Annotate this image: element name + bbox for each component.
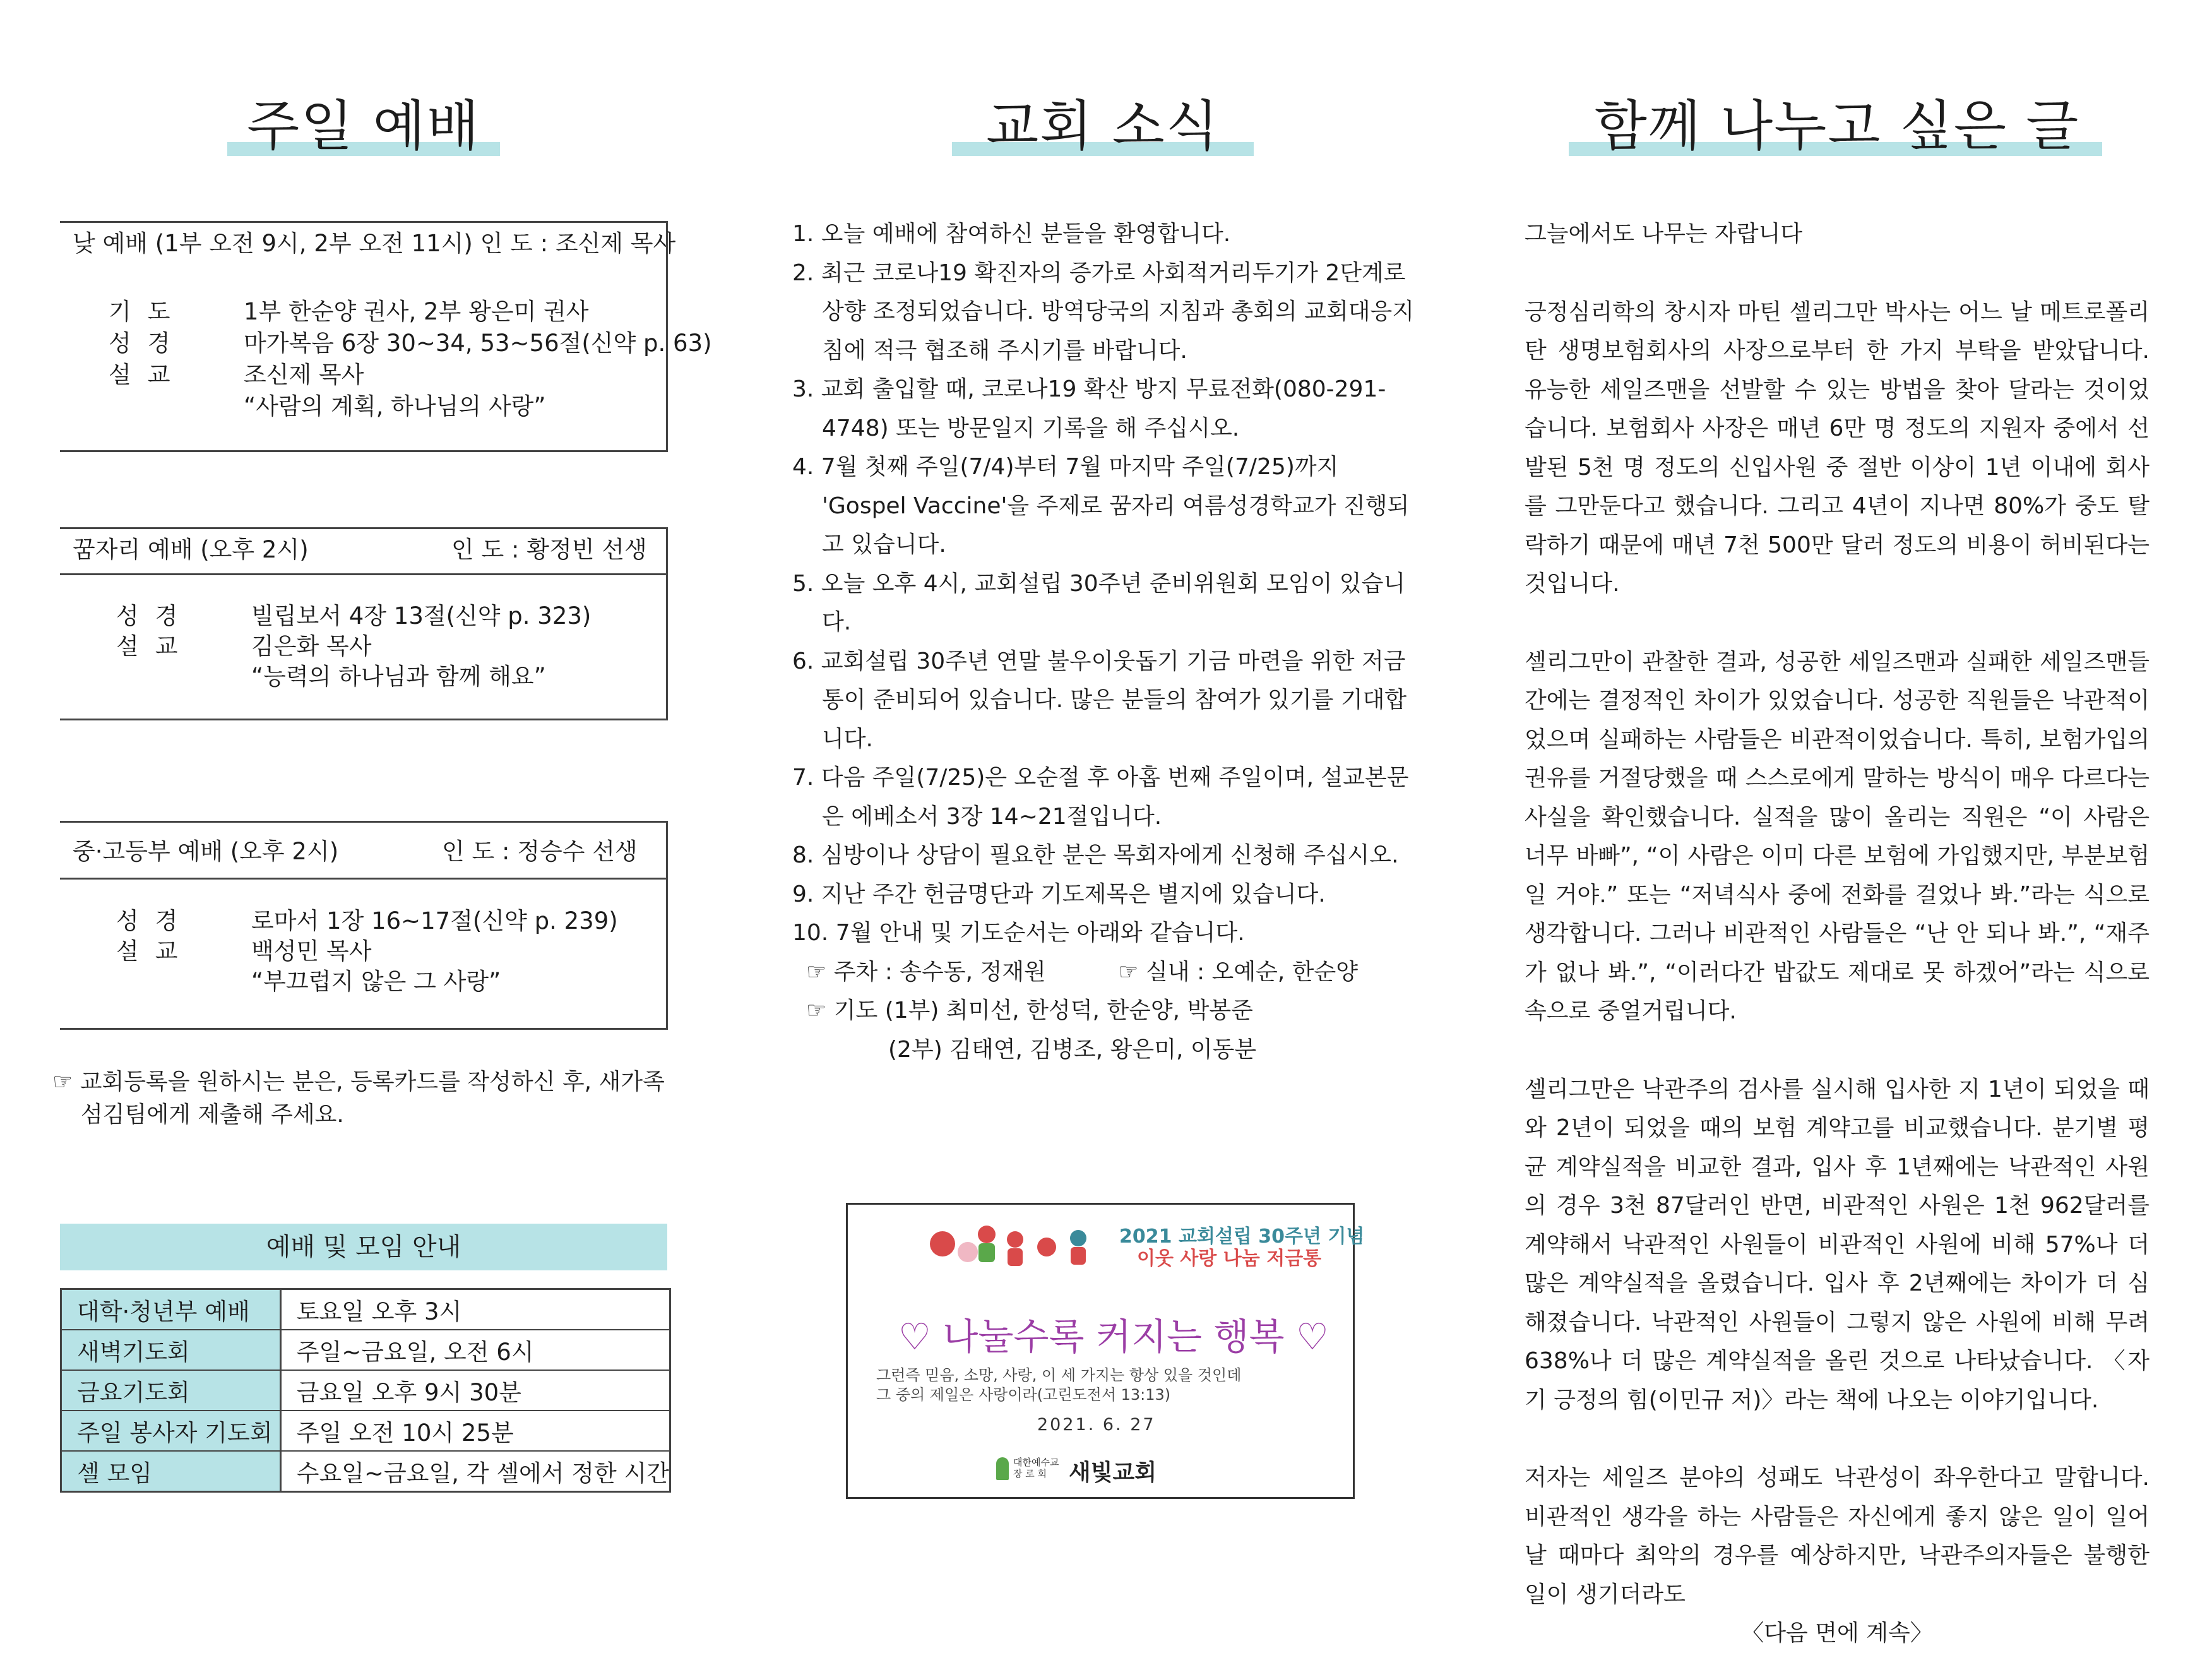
card-verse-line1: 그런즉 믿음, 소망, 사랑, 이 세 가지는 항상 있을 것인데 <box>876 1366 1242 1384</box>
day-sermon-label: 설교 <box>109 361 187 388</box>
youth-worship-heading: 중·고등부 예배 (오후 2시) <box>73 838 339 865</box>
essay-paragraph: 셀리그만은 낙관주의 검사를 실시해 입사한 지 1년이 되었을 때와 2년이 되었을 때의 보험 계약고를 비교했습니다. 분기별 평균 계약실적을 비교한 결과, 입사 후 1년째에는 낙관적인 사원의 경우 3천 87달러인 반면, 비관적인 사원은 1천 962달러를 계약해서 낙관적인 사원들이 비관적인 사원에 비해 57%나 더 많은 계약실적을 올렸습니다. 입사 후 2년째에는 차이가 더 심해졌습니다. 낙관적인 사원들이 그렇지 않은 사원에 비해 무려 638%나 더 많은 계약실적을 올린 것으로 나타났습니다. 〈자기 긍정의 힘(이민규 저)〉라는 책에 나오는 이야기입니다. <box>1525 1076 2150 1413</box>
schedule-time: 수요일~금요일, 각 셀에서 정한 시간 <box>280 1451 670 1492</box>
piggybank-card <box>846 1203 1365 1499</box>
schedule-name: 금요기도회 <box>61 1370 281 1411</box>
schedule-time: 주일~금요일, 오전 6시 <box>280 1330 670 1370</box>
schedule-name: 대학·청년부 예배 <box>61 1289 281 1330</box>
continued-note: 〈다음 면에 계속〉 <box>1741 1620 1933 1646</box>
news-item: 7. 다음 주일(7/25)은 오순절 후 아홉 번째 주일이며, 설교본문은 에베소서 3장 14~21절입니다. <box>792 765 1409 830</box>
registration-note-line1: ☞ 교회등록을 원하시는 분은, 등록카드를 작성하신 후, 새가족 <box>52 1069 665 1095</box>
news-item: 3. 교회 출입할 때, 코로나19 확산 방지 무료전화(080-291-4748) 또는 방문일지 기록을 해 주십시오. <box>792 376 1386 441</box>
day-worship-heading: 낮 예배 (1부 오전 9시, 2부 오전 11시) 인 도 : 조신제 목사 <box>73 230 676 257</box>
essay-body <box>1525 215 2150 1653</box>
day-scripture-value: 마가복음 6장 30~34, 53~56절(신약 p. 63) <box>244 330 712 357</box>
card-title-line1: 2021 교회설립 30주년 기념 <box>1119 1226 1365 1248</box>
card-date: 2021. 6. 27 <box>1037 1415 1156 1435</box>
church-logo-icon <box>996 1457 1009 1480</box>
schedule-time: 토요일 오후 3시 <box>280 1289 670 1330</box>
news-item: 2. 최근 코로나19 확진자의 증가로 사회적거리두기가 2단계로 상향 조정되었습니다. 방역당국의 지침과 총회의 교회대응지침에 적극 협조해 주시기를 바랍니다. <box>792 260 1415 364</box>
registration-note-line2: 섬김팀에게 제출해 주세요. <box>81 1102 344 1128</box>
schedule-name: 셀 모임 <box>61 1451 281 1492</box>
section-title-worship: 주일 예배 <box>247 95 480 158</box>
day-sermon-title: “사람의 계획, 하나님의 사랑” <box>244 393 546 420</box>
schedule-heading: 예배 및 모임 안내 <box>60 1224 667 1270</box>
youth-worship-divider <box>60 878 666 880</box>
card-denomination-line2: 장 로 회 <box>1013 1468 1047 1479</box>
section-title-news: 교회 소식 <box>986 95 1220 158</box>
dream-worship-heading: 꿈자리 예배 (오후 2시) <box>73 536 309 563</box>
card-verse-line2: 그 중의 제일은 사랑이라(고린도전서 13:13) <box>876 1386 1171 1404</box>
essay-subtitle: 그늘에서도 나무는 자랍니다 <box>1525 221 1803 247</box>
news-item: 6. 교회설립 30주년 연말 불우이웃돕기 기금 마련을 위한 저금통이 준비되어 있습니다. 많은 분들의 참여가 있기를 기대합니다. <box>792 648 1407 752</box>
card-title-line2: 이웃 사랑 나눔 저금통 <box>1137 1248 1322 1270</box>
duty-parking-interior: ☞ 주차 : 송수동, 정재원 ☞ 실내 : 오예순, 한순양 <box>806 958 1359 985</box>
schedule-name: 새벽기도회 <box>61 1330 281 1370</box>
dream-worship-leader: 인 도 : 황정빈 선생 <box>451 536 647 563</box>
schedule-time: 주일 오전 10시 25분 <box>280 1411 670 1451</box>
youth-scripture-label: 성경 <box>116 907 194 934</box>
schedule-time: 금요일 오후 9시 30분 <box>280 1370 670 1411</box>
essay-paragraph: 긍정심리학의 창시자 마틴 셀리그만 박사는 어느 날 메트로폴리탄 생명보험회사의 사장으로부터 한 가지 부탁을 받았답니다. 유능한 세일즈맨을 선발할 수 있는 방법을 찾아 달라는 것이었습니다. 보험회사 사장은 매년 6만 명 정도의 지원자 중에서 선발된 5천 명 정도의 신입사원 중 절반 이상이 1년 이내에 회사를 그만둔다고 했습니다. 그리고 4년이 지나면 80%가 중도 탈락하기 때문에 매년 7천 500만 달러 정도의 비용이 허비된다는 것입니다. <box>1525 299 2150 597</box>
news-item: 10. 7월 안내 및 기도순서는 아래와 같습니다. <box>792 920 1245 946</box>
day-sermon-preacher: 조신제 목사 <box>244 361 364 388</box>
day-scripture-label: 성경 <box>109 330 187 357</box>
essay-paragraph: 저자는 세일즈 분야의 성패도 낙관성이 좌우한다고 말합니다. 비관적인 생각을 하는 사람들은 자신에게 좋지 않은 일이 일어날 때마다 최악의 경우를 예상하지만, 낙관주의자들은 불행한 일이 생기더라도 <box>1525 1465 2150 1608</box>
card-denomination-line1: 대한예수교 <box>1013 1457 1059 1468</box>
schedule-table <box>60 1288 671 1493</box>
youth-worship-leader: 인 도 : 정승수 선생 <box>442 838 638 865</box>
dream-scripture-value: 빌립보서 4장 13절(신약 p. 323) <box>251 602 592 630</box>
news-item: 5. 오늘 오후 4시, 교회설립 30주년 준비위원회 모임이 있습니다. <box>792 570 1406 635</box>
duty-prayer-1: ☞ 기도 (1부) 최미선, 한성덕, 한순양, 박봉준 <box>806 998 1253 1023</box>
children-illustration <box>927 1215 1110 1285</box>
youth-sermon-preacher: 백성민 목사 <box>251 938 372 965</box>
dream-scripture-label: 성경 <box>116 602 194 630</box>
card-slogan: ♡ 나눌수록 커지는 행복 ♡ <box>898 1315 1329 1358</box>
day-prayer-value: 1부 한순양 권사, 2부 왕은미 권사 <box>244 298 589 325</box>
schedule-row <box>61 1330 670 1370</box>
youth-sermon-title: “부끄럽지 않은 그 사랑” <box>251 968 501 995</box>
schedule-row <box>61 1289 670 1330</box>
schedule-row <box>61 1451 670 1492</box>
schedule-row <box>61 1411 670 1451</box>
day-prayer-label: 기도 <box>109 298 187 325</box>
youth-scripture-value: 로마서 1장 16~17절(신약 p. 239) <box>251 907 618 934</box>
news-item: 1. 오늘 예배에 참여하신 분들을 환영합니다. <box>792 221 1231 247</box>
news-item: 9. 지난 주간 헌금명단과 기도제목은 별지에 있습니다. <box>792 881 1326 907</box>
news-list <box>792 215 1417 1069</box>
duty-prayer-2: (2부) 김태연, 김병조, 왕은미, 이동분 <box>888 1036 1257 1063</box>
dream-sermon-preacher: 김은화 목사 <box>251 633 372 660</box>
dream-worship-divider <box>60 573 666 575</box>
dream-sermon-label: 설교 <box>116 633 194 660</box>
schedule-name: 주일 봉사자 기도회 <box>61 1411 281 1451</box>
essay-paragraph: 셀리그만이 관찰한 결과, 성공한 세일즈맨과 실패한 세일즈맨들 간에는 결정적인 차이가 있었습니다. 성공한 직원들은 낙관적이었으며 실패하는 사람들은 비관적이었습니다. 특히, 보험가입의 권유를 거절당했을 때 스스로에게 말하는 방식이 매우 다르다는 사실을 확인했습니다. 실적을 많이 올리는 직원은 “이 사람은 너무 바빠”, “이 사람은 이미 다른 보험에 가입했지만, 부분보험일 거야.” 또는 “저녁식사 중에 전화를 걸었나 봐.”라는 식으로 생각합니다. 그러나 비관적인 사람들은 “난 안 되나 봐.”, “재주가 없나 봐.”, “이러다간 밥값도 제대로 못 하겠어”라는 식으로 속으로 중얼거립니다. <box>1525 648 2150 1024</box>
news-item: 8. 심방이나 상담이 필요한 분은 목회자에게 신청해 주십시오. <box>792 842 1399 868</box>
dream-sermon-title: “능력의 하나님과 함께 해요” <box>251 663 546 690</box>
section-title-essay: 함께 나누고 싶은 글 <box>1594 95 2080 158</box>
card-church-name: 새빛교회 <box>1069 1460 1157 1486</box>
schedule-row <box>61 1370 670 1411</box>
news-item: 4. 7월 첫째 주일(7/4)부터 7월 마지막 주일(7/25)까지 'Gospel Vaccine'을 주제로 꿈자리 여름성경학교가 진행되고 있습니다. <box>792 454 1410 558</box>
youth-sermon-label: 설교 <box>116 938 194 965</box>
